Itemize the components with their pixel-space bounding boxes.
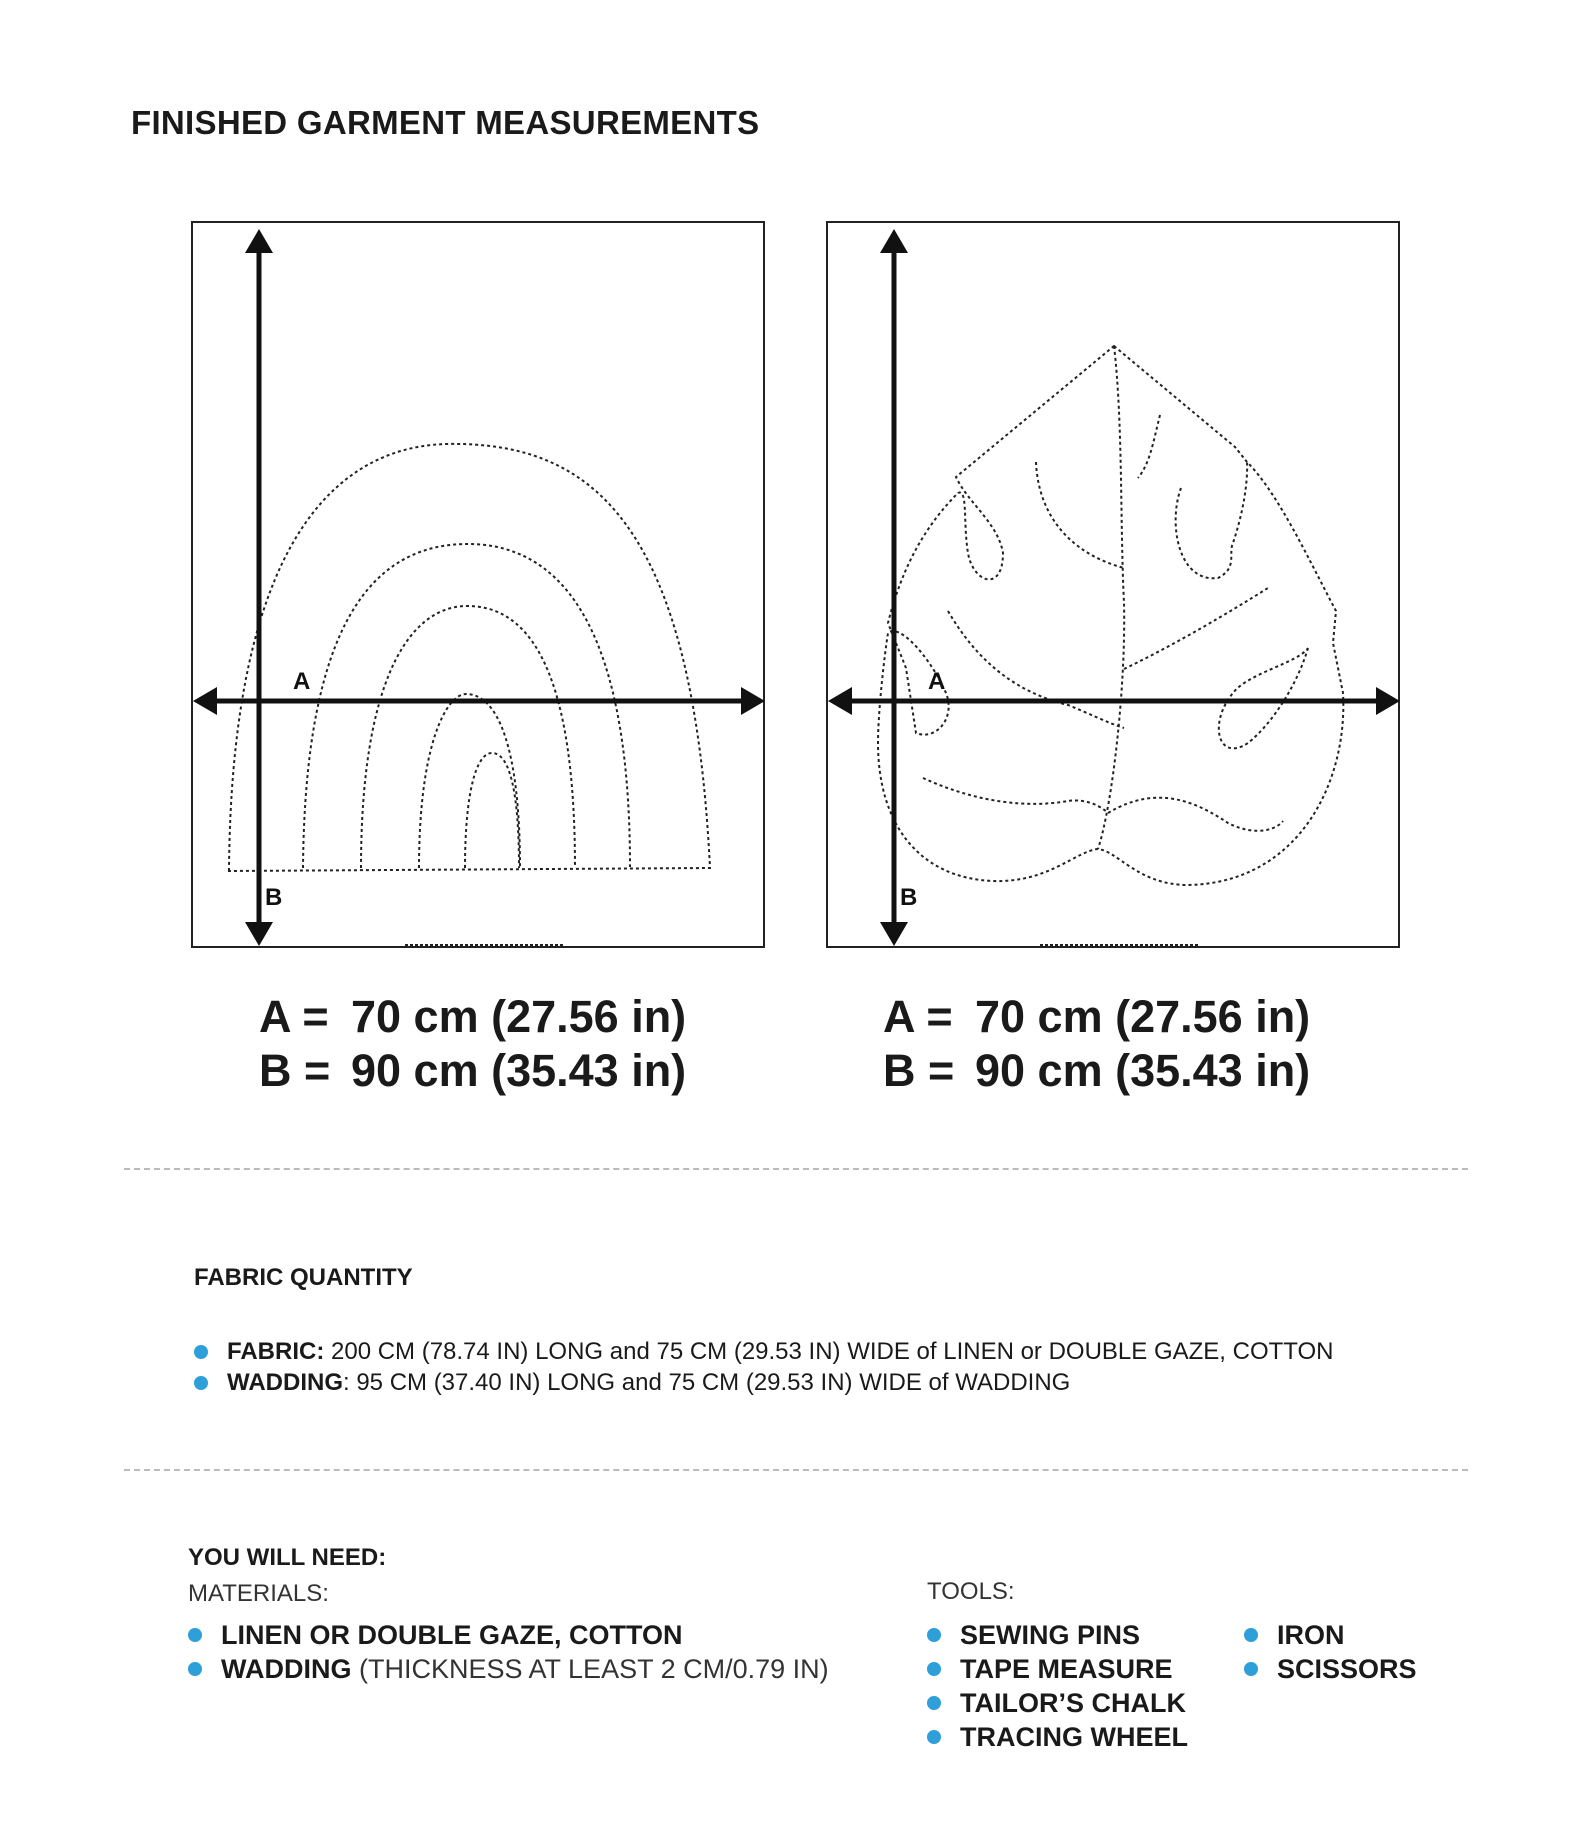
rainbow-measurements [259,990,686,1098]
bullet-icon [1244,1628,1258,1642]
rainbow-diagram-panel [191,221,765,948]
leaf-midrib [1098,346,1124,849]
list-item [188,1652,829,1686]
measurement-a [883,990,1310,1044]
leaf-vein-5 [1176,462,1247,578]
measurement-value: 90 cm (35.43 in) [975,1045,1311,1096]
divider [124,1168,1468,1170]
bullet-icon [927,1730,941,1744]
axis-a-arrow-right [741,687,765,715]
bullet-icon [194,1345,208,1359]
measurement-b [259,1044,686,1098]
leaf-diagram-panel [826,221,1400,948]
axis-a-label: A [293,668,311,695]
bullet-icon [194,1376,208,1390]
bullet-icon [1244,1662,1258,1676]
list-item [927,1618,1188,1652]
measurement-b [883,1044,1310,1098]
tool-label: TAPE MEASURE [960,1654,1173,1684]
axis-b-arrow-bottom [245,922,273,946]
rainbow-diagram [193,223,767,950]
list-item [188,1618,829,1652]
axis-b-arrow-bottom [880,922,908,946]
rainbow-arc-3 [361,606,575,868]
item-label: FABRIC: [227,1338,325,1365]
you-will-need-title: YOU WILL NEED: [188,1544,387,1571]
axis-a-arrow-right [1376,687,1400,715]
measurement-label: B = [259,1045,331,1096]
leaf-measurements [883,990,1310,1098]
tools-list-2 [1244,1618,1417,1686]
axis-b-arrow-top [245,229,273,253]
measurement-value: 70 cm (27.56 in) [351,991,687,1042]
fabric-quantity-list [194,1336,1334,1398]
axis-a-label: A [928,668,946,695]
bullet-icon [927,1628,941,1642]
item-note: (THICKNESS AT LEAST 2 CM/0.79 IN) [351,1654,829,1684]
item-label: WADDING [221,1654,352,1684]
tools-list-1 [927,1618,1188,1754]
item-text: : 95 CM (37.40 IN) LONG and 75 CM (29.53 IN) WIDE of WADDING [343,1369,1071,1396]
tool-label: TRACING WHEEL [960,1722,1188,1752]
materials-heading: MATERIALS: [188,1580,329,1607]
axis-a-arrow-left [193,687,217,715]
axis-a-arrow-left [828,687,852,715]
list-item [194,1336,1334,1367]
leaf-vein-3 [948,611,1124,728]
item-label: WADDING [227,1369,343,1396]
tool-label: TAILOR’S CHALK [960,1688,1186,1718]
list-item [194,1367,1334,1398]
leaf-diagram [828,223,1402,950]
list-item [1244,1652,1417,1686]
tool-label: SEWING PINS [960,1620,1141,1650]
measurement-a [259,990,686,1044]
rainbow-outer-arc [229,444,710,871]
bullet-icon [927,1696,941,1710]
rainbow-arc-4 [419,694,520,868]
measurement-value: 90 cm (35.43 in) [351,1045,687,1096]
axis-b-label: B [265,884,283,911]
bullet-icon [927,1662,941,1676]
measurement-label: B = [883,1045,955,1096]
tool-label: SCISSORS [1277,1654,1417,1684]
materials-list [188,1618,829,1686]
measurement-value: 70 cm (27.56 in) [975,991,1311,1042]
item-text: 200 CM (78.74 IN) LONG and 75 CM (29.53 IN) WIDE of LINEN or DOUBLE GAZE, COTTON [324,1338,1334,1365]
item-label: LINEN OR DOUBLE GAZE, COTTON [221,1620,683,1650]
divider [124,1469,1468,1471]
leaf-vein-1 [1138,415,1160,478]
page-title: FINISHED GARMENT MEASUREMENTS [131,104,760,141]
leaf-outline [878,346,1343,885]
tools-heading: TOOLS: [927,1578,1015,1605]
tool-label: IRON [1277,1620,1345,1650]
leaf-vein-6 [923,778,1108,813]
leaf-vein-7 [1108,798,1283,831]
list-item [927,1652,1188,1686]
leaf-vein-4 [1124,588,1268,669]
leaf-vein-8 [1219,648,1308,748]
bullet-icon [188,1628,202,1642]
measurement-label: A = [883,991,953,1042]
leaf-vein-2 [1036,462,1124,568]
measurement-label: A = [259,991,329,1042]
axis-b-label: B [900,884,918,911]
list-item [927,1686,1188,1720]
axis-b-arrow-top [880,229,908,253]
fabric-quantity-title: FABRIC QUANTITY [194,1264,413,1291]
bullet-icon [188,1662,202,1676]
rainbow-arc-5 [465,753,519,868]
list-item [1244,1618,1417,1652]
list-item [927,1720,1188,1754]
